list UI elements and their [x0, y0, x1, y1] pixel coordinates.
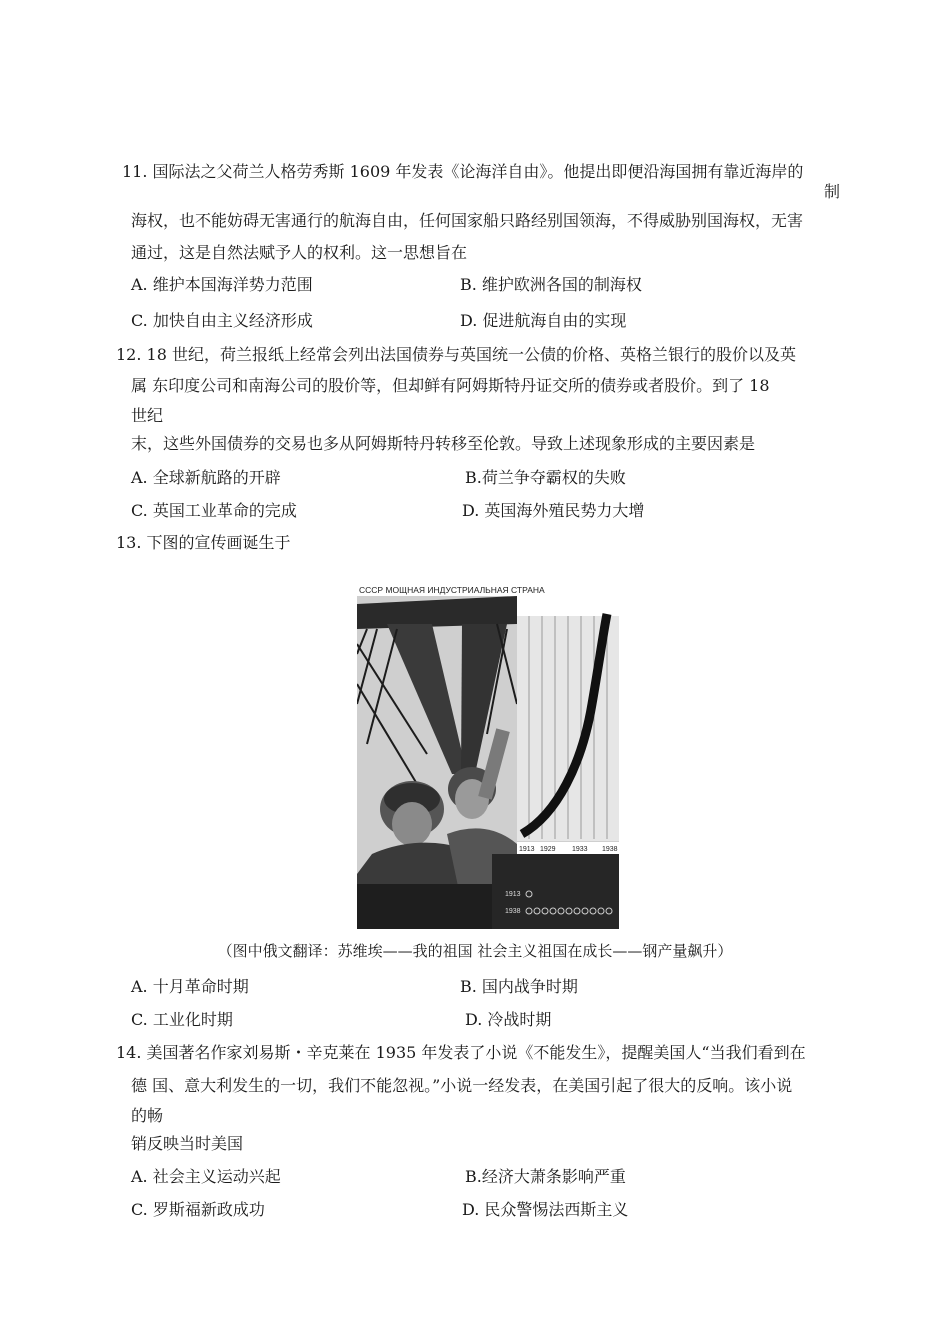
q11-stem-line-1-wrap: 制	[824, 182, 841, 201]
q13-option-b[interactable]: B. 国内战争时期	[460, 977, 578, 996]
q12-stem-line-1: 12. 18 世纪，荷兰报纸上经常会列出法国债券与英国统一公债的价格、英格兰银行的股价以及英	[116, 345, 796, 364]
q13-option-a[interactable]: A. 十月革命时期	[131, 977, 249, 996]
poster-year-1933: 1933	[572, 846, 588, 853]
q11-option-b[interactable]: B. 维护欧洲各国的制海权	[460, 275, 642, 294]
q14-stem-line-2: 德 国、意大利发生的一切，我们不能忽视。”小说一经发表，在美国引起了很大的反响。该小说	[131, 1076, 793, 1095]
q11-option-a[interactable]: A. 维护本国海洋势力范围	[131, 275, 313, 294]
q14-option-c[interactable]: C. 罗斯福新政成功	[131, 1200, 265, 1219]
q11-stem-line-2: 海权，也不能妨碍无害通行的航海自由，任何国家船只路经别国领海，不得威胁别国海权，无害	[131, 211, 804, 230]
q11-stem-line-1: 11. 国际法之父荷兰人格劳秀斯 1609 年发表《论海洋自由》。他提出即便沿海国拥有靠近海岸的	[122, 162, 804, 181]
soviet-propaganda-poster	[357, 584, 619, 929]
q12-stem-line-3: 世纪	[131, 406, 164, 425]
q12-stem-line-2: 属 东印度公司和南海公司的股价等，但却鲜有阿姆斯特丹证交所的债券或者股价。到了 18	[131, 376, 770, 395]
q13-stem-line-1: 13. 下图的宣传画诞生于	[116, 533, 291, 552]
q14-stem-line-1: 14. 美国著名作家刘易斯・辛克莱在 1935 年发表了小说《不能发生》，提醒美国人“当我们看到在	[116, 1043, 806, 1062]
q12-option-b[interactable]: B.荷兰争夺霸权的失败	[465, 468, 626, 487]
poster-legend-1938: 1938	[505, 908, 521, 915]
q14-option-d[interactable]: D. 民众警惕法西斯主义	[462, 1200, 629, 1219]
poster-year-1913: 1913	[519, 846, 535, 853]
q12-option-c[interactable]: C. 英国工业革命的完成	[131, 501, 297, 520]
q14-stem-line-4: 销反映当时美国	[131, 1134, 244, 1153]
poster-year-1929: 1929	[540, 846, 556, 853]
poster-legend-1913: 1913	[505, 891, 521, 898]
q11-stem-line-3: 通过，这是自然法赋予人的权利。这一思想旨在	[131, 243, 468, 262]
q12-option-d[interactable]: D. 英国海外殖民势力大增	[462, 501, 645, 520]
poster-caption: （图中俄文翻译：苏维埃——我的祖国 社会主义祖国在成长——钢产量飙升）	[217, 942, 733, 960]
q13-option-c[interactable]: C. 工业化时期	[131, 1010, 233, 1029]
q12-stem-line-4: 末，这些外国债券的交易也多从阿姆斯特丹转移至伦敦。导致上述现象形成的主要因素是	[131, 434, 756, 453]
q11-option-c[interactable]: C. 加快自由主义经济形成	[131, 311, 313, 330]
q12-option-a[interactable]: A. 全球新航路的开辟	[131, 468, 281, 487]
q11-option-d[interactable]: D. 促进航海自由的实现	[460, 311, 627, 330]
q13-option-d[interactable]: D. 冷战时期	[465, 1010, 552, 1029]
q14-option-b[interactable]: B.经济大萧条影响严重	[465, 1167, 626, 1186]
q14-stem-line-3: 的畅	[131, 1106, 164, 1125]
q14-option-a[interactable]: A. 社会主义运动兴起	[131, 1167, 281, 1186]
poster-title: СССР МОЩНАЯ ИНДУСТРИАЛЬНАЯ СТРАНА	[359, 585, 545, 595]
poster-year-1938: 1938	[602, 846, 618, 853]
